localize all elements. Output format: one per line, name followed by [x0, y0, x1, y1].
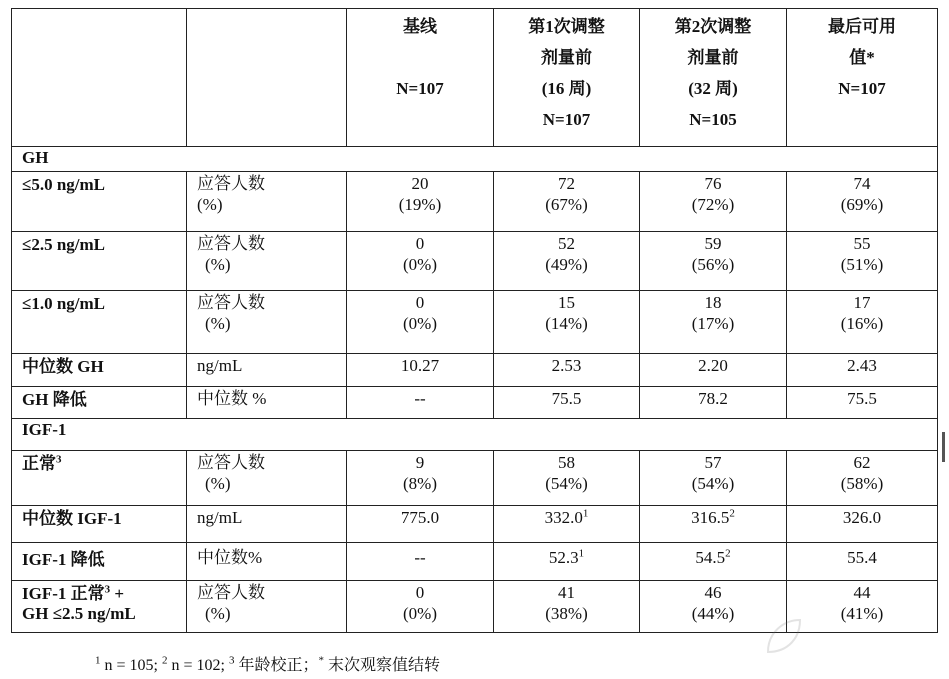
row-unit: 应答人数 (%)	[187, 172, 347, 232]
header-empty	[187, 9, 347, 147]
table-row	[12, 543, 938, 581]
table-row	[12, 506, 938, 543]
cell-value: 57 (54%)	[640, 451, 787, 506]
section-row-gh	[12, 147, 938, 172]
row-label: 中位数 GH	[12, 354, 187, 387]
cell-value: 74 (69%)	[787, 172, 938, 232]
row-label: IGF-1 正常$^3$ + GH ≤2.5 ng/mL	[12, 581, 187, 633]
watermark-logo	[760, 612, 910, 662]
cell-value: 2.20	[640, 354, 787, 387]
cell-value: 75.5	[787, 387, 938, 419]
row-unit: 应答人数 (%)	[187, 451, 347, 506]
header-baseline: 基线 N=107	[347, 9, 494, 147]
row-unit: 应答人数 (%)	[187, 291, 347, 354]
row-label: GH 降低	[12, 387, 187, 419]
cell-value: 54.5$^2$	[640, 543, 787, 581]
cell-value: 41 (38%)	[494, 581, 640, 633]
table-row	[12, 354, 938, 387]
cell-value: 316.5$^2$	[640, 506, 787, 543]
cell-value: 20 (19%)	[347, 172, 494, 232]
row-label: IGF-1 降低	[12, 543, 187, 581]
cell-value: 72 (67%)	[494, 172, 640, 232]
cell-value: 75.5	[494, 387, 640, 419]
cell-value: 326.0	[787, 506, 938, 543]
cell-value: 78.2	[640, 387, 787, 419]
row-unit: ng/mL	[187, 506, 347, 543]
cell-value: 15 (14%)	[494, 291, 640, 354]
cell-value: 0 (0%)	[347, 232, 494, 291]
cell-value: 46 (44%)	[640, 581, 787, 633]
row-unit: 应答人数 (%)	[187, 232, 347, 291]
table-row	[12, 451, 938, 506]
table-row	[12, 232, 938, 291]
cell-value: 62 (58%)	[787, 451, 938, 506]
cell-value: 10.27	[347, 354, 494, 387]
cell-value: 52 (49%)	[494, 232, 640, 291]
cell-value: --	[347, 543, 494, 581]
row-label: ≤1.0 ng/mL	[12, 291, 187, 354]
cell-value: --	[347, 387, 494, 419]
header-adjust-2: 第2次调整 剂量前 (32 周) N=105	[640, 9, 787, 147]
row-unit: 中位数%	[187, 543, 347, 581]
header-adjust-1: 第1次调整 剂量前 (16 周) N=107	[494, 9, 640, 147]
cell-value: 55.4	[787, 543, 938, 581]
row-label: ≤2.5 ng/mL	[12, 232, 187, 291]
section-title-gh: GH	[12, 147, 938, 172]
cell-value: 332.0$^1$	[494, 506, 640, 543]
cell-value: 775.0	[347, 506, 494, 543]
table-row	[12, 387, 938, 419]
row-label: 中位数 IGF-1	[12, 506, 187, 543]
header-empty	[12, 9, 187, 147]
cell-value: 0 (0%)	[347, 291, 494, 354]
header-row	[12, 9, 938, 147]
results-table	[11, 8, 938, 633]
cell-value: 44 (41%)	[787, 581, 938, 633]
cell-value: 2.53	[494, 354, 640, 387]
section-row-igf	[12, 419, 938, 451]
header-last-value: 最后可用 值* N=107	[787, 9, 938, 147]
row-label: ≤5.0 ng/mL	[12, 172, 187, 232]
cell-value: 17 (16%)	[787, 291, 938, 354]
cell-value: 58 (54%)	[494, 451, 640, 506]
footnote: $^1$ n = 105; $^2$ n = 102; $^3$ 年龄校正；* 末次观察值结转	[95, 654, 440, 674]
cell-value: 59 (56%)	[640, 232, 787, 291]
cell-value: 52.3$^1$	[494, 543, 640, 581]
scrollbar-marker[interactable]	[942, 432, 945, 462]
cell-value: 9 (8%)	[347, 451, 494, 506]
table-row	[12, 172, 938, 232]
leaf-icon	[760, 612, 910, 662]
row-label: 正常$^3$	[12, 451, 187, 506]
cell-value: 76 (72%)	[640, 172, 787, 232]
table-row	[12, 291, 938, 354]
cell-value: 55 (51%)	[787, 232, 938, 291]
cell-value: 0 (0%)	[347, 581, 494, 633]
row-unit: 应答人数 (%)	[187, 581, 347, 633]
row-unit: ng/mL	[187, 354, 347, 387]
section-title-igf: IGF-1	[12, 419, 938, 451]
cell-value: 18 (17%)	[640, 291, 787, 354]
row-unit: 中位数 %	[187, 387, 347, 419]
cell-value: 2.43	[787, 354, 938, 387]
